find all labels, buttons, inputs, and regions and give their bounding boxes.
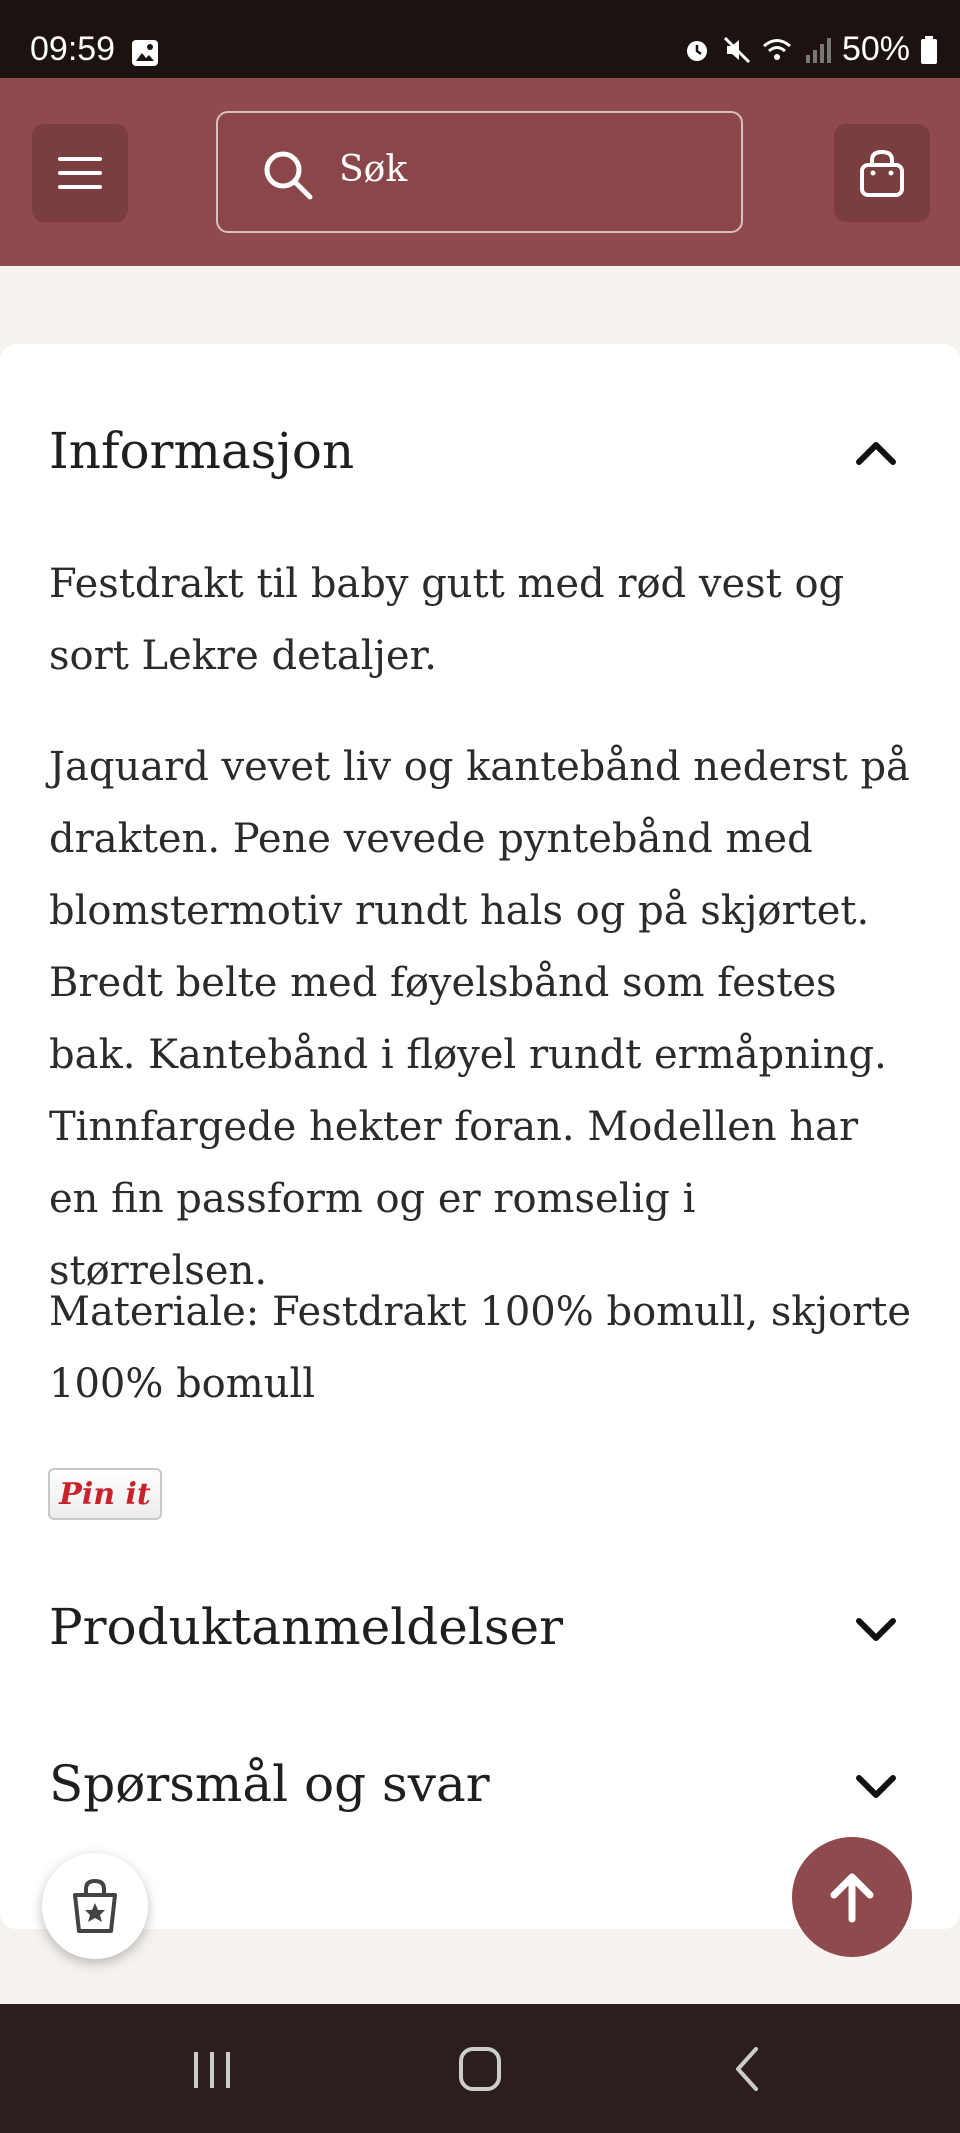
cart-button[interactable] [834, 124, 930, 222]
signal-icon [802, 35, 832, 65]
status-time: 09:59 [30, 30, 116, 68]
qa-title[interactable]: Spørsmål og svar [49, 1755, 490, 1813]
system-nav-bar [0, 2004, 960, 2133]
home-icon[interactable] [450, 2044, 510, 2094]
search-placeholder: Søk [339, 149, 408, 190]
info-paragraph-intro: Festdrakt til baby gutt med rød vest og sort Lekre detaljer. [49, 561, 845, 679]
battery-icon [920, 35, 938, 65]
mute-icon [722, 35, 752, 65]
chevron-up-icon[interactable] [855, 440, 897, 466]
status-bar [0, 0, 960, 78]
status-icons [682, 30, 938, 69]
search-input[interactable] [216, 111, 743, 233]
shopping-bag-icon [859, 149, 905, 197]
gallery-icon [130, 38, 160, 68]
rewards-bag-icon [67, 1877, 123, 1935]
search-icon [262, 149, 314, 201]
info-title[interactable]: Informasjon [49, 422, 355, 480]
info-paragraph-material: Materiale: Festdrakt 100% bomull, skjorte 100% bomull [49, 1289, 911, 1407]
battery-percent: 50% [841, 30, 910, 68]
arrow-up-icon [828, 1871, 876, 1923]
pin-it-button[interactable]: Pin it [48, 1468, 162, 1520]
alarm-icon [682, 35, 712, 65]
recent-apps-icon[interactable] [182, 2044, 242, 2094]
wifi-icon [762, 35, 792, 65]
hamburger-icon [58, 155, 102, 191]
back-icon[interactable] [718, 2044, 778, 2094]
menu-button[interactable] [32, 124, 128, 222]
chevron-down-icon[interactable] [855, 1617, 897, 1643]
info-paragraph-description: Jaquard vevet liv og kantebånd nederst på drakten. Pene vevede pyntebånd med blomstermotiv rundt hals og på skjørtet. Bredt belte med føyelsbånd som festes bak. Kantebånd i fløyel rundt ermåpning. Tinnfargede hekter foran. Modellen har en fin passform og er romselig i størrelsen. [49, 744, 910, 1294]
chevron-down-icon[interactable] [855, 1774, 897, 1800]
reviews-title[interactable]: Produktanmeldelser [49, 1598, 563, 1656]
back-to-top-button[interactable] [792, 1837, 912, 1957]
rewards-button[interactable] [42, 1853, 148, 1959]
